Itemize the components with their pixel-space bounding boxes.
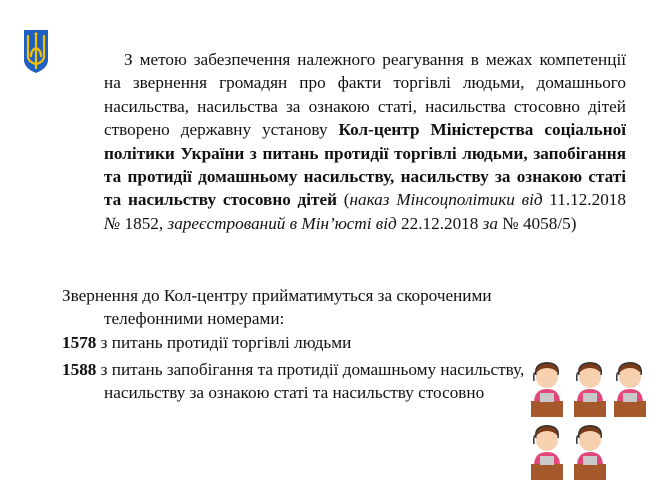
phone-item: 1588 з питань запобігання та протидії домашньому насильству, bbox=[62, 360, 525, 379]
callcenter-description: З метою забезпечення належного реагування в межах компетенції на звернення громадян про факти торгівлі людьми, домашнього насильства, насильства за ознакою статі, насильства стосовно дітей створено державну установу Кол-центр Міністерства соціальної політики України з питань протидії торгівлі людьми, запобігання та протидії домашньому насильству, насильству за ознакою статі та насильству стосовно дітей (наказ Мінсоцполітики від 11.12.2018 № 1852, зареєстрований в Мін’юсті від 22.12.2018 за № 4058/5) bbox=[104, 50, 626, 233]
phone-item-cont: насильству за ознакою статі та насильству стосовно bbox=[104, 383, 485, 402]
call-center-agents-icon bbox=[505, 355, 655, 490]
phone-number: 1588 bbox=[62, 360, 97, 379]
phone-item: 1578 з питань протидії торгівлі людьми bbox=[62, 333, 352, 352]
phones-intro: Звернення до Кол-центру прийматимуться за скороченими bbox=[62, 286, 492, 305]
phone-number: 1578 bbox=[62, 333, 97, 352]
phones-intro-cont: телефонними номерами: bbox=[104, 309, 285, 328]
trident-icon bbox=[22, 28, 50, 74]
